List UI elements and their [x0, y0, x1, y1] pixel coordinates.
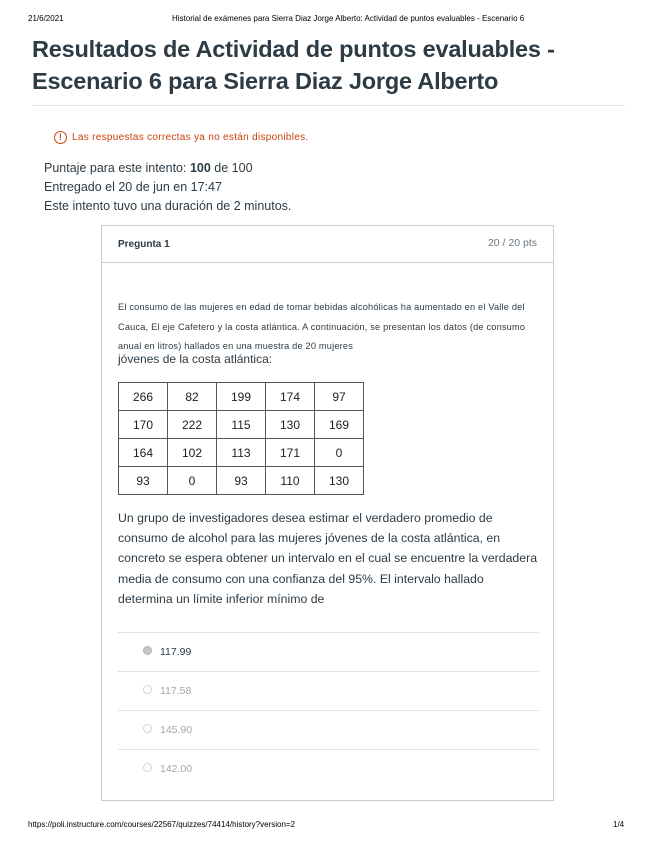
radio-button[interactable]	[143, 763, 152, 772]
warning-circle-icon: !	[54, 131, 67, 144]
answer-label: 142.00	[160, 763, 193, 775]
table-cell: 130	[315, 467, 364, 495]
attempt-submitted: Entregado el 20 de jun en 17:47	[44, 180, 222, 194]
table-cell: 169	[315, 411, 364, 439]
score-suffix: de 100	[214, 161, 253, 175]
question-points: 20 / 20 pts	[487, 237, 537, 249]
question-body: Un grupo de investigadores desea estimar el verdadero promedio de consumo de alcohol para las mujeres jóvenes de la costa atlántica, en concreto se espera obtener un intervalo en el cual se encuentre la verdadera media de consumo con una confianza del 95%. El intervalo hallado determina un límite inferior mínimo de	[118, 511, 538, 606]
table-row	[119, 383, 364, 411]
table-cell: 266	[119, 383, 168, 411]
table-cell: 97	[315, 383, 364, 411]
title-divider	[32, 105, 625, 106]
question-intro-line: jóvenes de la costa atlántica:	[118, 352, 273, 366]
table-cell: 199	[217, 383, 266, 411]
answer-option[interactable]	[118, 710, 539, 749]
table-row	[119, 467, 364, 495]
answer-list	[118, 632, 539, 788]
attempt-score	[44, 159, 291, 178]
table-cell: 115	[217, 411, 266, 439]
score-value: 100	[189, 161, 211, 175]
question-header	[102, 226, 553, 263]
answer-option[interactable]	[118, 749, 539, 788]
table-cell: 113	[217, 439, 266, 467]
table-cell: 93	[119, 467, 168, 495]
answers-unavailable-notice	[54, 131, 309, 144]
table-cell: 102	[168, 439, 217, 467]
radio-button[interactable]	[143, 646, 152, 655]
attempt-summary	[44, 159, 291, 216]
answer-label: 117.58	[160, 685, 192, 697]
answer-option[interactable]	[118, 671, 539, 710]
table-cell: 0	[168, 467, 217, 495]
table-cell: 0	[315, 439, 364, 467]
table-row	[119, 439, 364, 467]
page-title	[32, 33, 632, 97]
radio-button[interactable]	[143, 724, 152, 733]
data-table	[118, 382, 364, 495]
table-cell: 222	[168, 411, 217, 439]
answer-label: 117.99	[160, 646, 192, 658]
attempt-duration: Este intento tuvo una duración de 2 minutos.	[44, 199, 292, 213]
print-header	[0, 14, 655, 26]
answer-label: 145.90	[160, 724, 193, 736]
table-cell: 174	[266, 383, 315, 411]
question-label: Pregunta 1	[118, 239, 170, 250]
question-intro: El consumo de las mujeres en edad de tomar bebidas alcohólicas ha aumentado en el Valle del Cauca, El eje Cafetero y la costa atlántica. A continuación, se presentan los datos (de consumo anual en litros) hallados en una muestra de 20 mujeres	[118, 302, 526, 351]
page-title-line1: Resultados de Actividad de puntos evaluables -	[32, 36, 555, 62]
question-card	[101, 225, 554, 801]
table-cell: 171	[266, 439, 315, 467]
radio-button[interactable]	[143, 685, 152, 694]
notice-text: Las respuestas correctas ya no están disponibles.	[72, 132, 309, 143]
table-cell: 93	[217, 467, 266, 495]
page-title-line2: Escenario 6 para Sierra Diaz Jorge Alberto	[32, 68, 499, 94]
print-page-number: 1/4	[613, 820, 625, 829]
table-cell: 110	[266, 467, 315, 495]
table-cell: 164	[119, 439, 168, 467]
print-doc-title: Historial de exámenes para Sierra Diaz Jorge Alberto: Actividad de puntos evaluables - Escenario 6	[172, 14, 525, 23]
table-cell: 170	[119, 411, 168, 439]
score-prefix: Puntaje para este intento:	[44, 161, 187, 175]
table-row	[119, 411, 364, 439]
table-cell: 82	[168, 383, 217, 411]
table-cell: 130	[266, 411, 315, 439]
answer-option[interactable]	[118, 632, 539, 671]
print-url: https://poli.instructure.com/courses/22567/quizzes/74414/history?version=2	[28, 820, 296, 829]
print-date: 21/6/2021	[28, 14, 64, 23]
